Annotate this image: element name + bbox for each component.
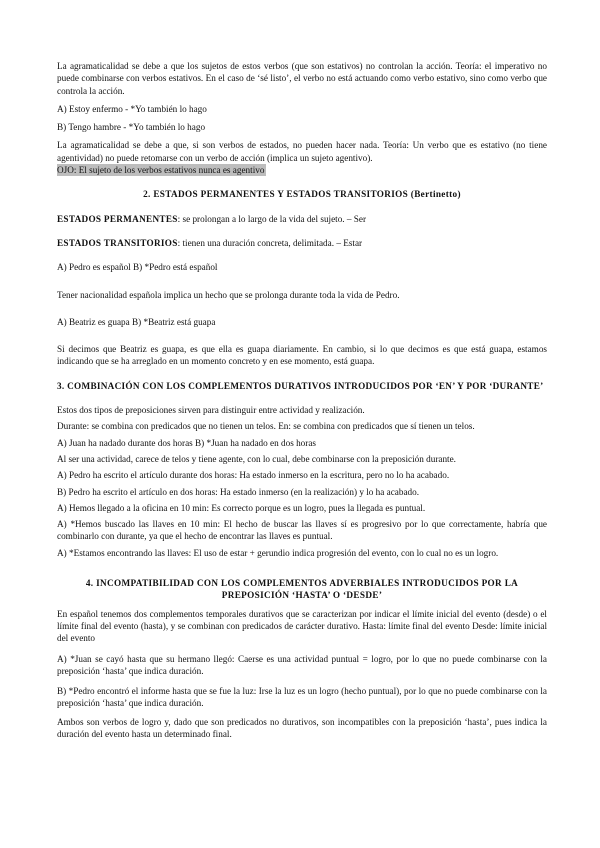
example-line: A) *Hemos buscado las llaves en 10 min: El hecho de buscar las llaves sí es progresivo por lo que correctamente, habría que combinarlo con durante, ya que el hecho de encontrar las llaves es puntual. (57, 519, 547, 542)
example-line: A) *Estamos encontrando las llaves: El uso de estar + gerundio indica progresión del evento, con lo cual no es un logro. (57, 547, 499, 558)
example-line: B) Tengo hambre - *Yo también lo hago (57, 122, 206, 133)
note-highlight: OJO: El sujeto de los verbos estativos nunca es agentivo (57, 165, 265, 176)
example-line: A) Beatriz es guapa B) *Beatriz está guapa (57, 316, 216, 327)
paragraph: Estos dos tipos de preposiciones sirven para distinguir entre actividad y realización. (57, 405, 365, 416)
paragraph: Ambos son verbos de logro y, dado que son predicados no durativos, son incompatibles con la preposición ‘hasta’, pues indica la duración del evento hasta un determinado final. (57, 716, 547, 739)
paragraph: En español tenemos dos complementos temporales durativos que se caracterizan por indicar el límite inicial del evento (desde) o el límite final del evento (hasta), y se combinan con predicados de carácter durativo. Hasta: límite final del evento Desde: límite inicial del evento (57, 608, 547, 644)
example-line: A) *Juan se cayó hasta que su hermano llegó: Caerse es una actividad puntual = logro, por lo que no puede combinarse con la preposición ‘hasta’ que indica duración. (57, 653, 547, 676)
example-line: A) Juan ha nadado durante dos horas B) *Juan ha nadado en dos horas (57, 437, 316, 448)
example-line: B) Pedro ha escrito el artículo en dos horas: Ha estado inmerso (en la realización) y lo ha acabado. (57, 486, 420, 497)
example-line: A) Estoy enfermo - *Yo también lo hago (57, 103, 207, 114)
term-definition: : tienen una duración concreta, delimitada. – Estar (177, 237, 363, 248)
term-definition: : se prolongan a lo largo de la vida del sujeto. – Ser (177, 213, 367, 224)
section-heading: 4. INCOMPATIBILIDAD CON LOS COMPLEMENTOS ADVERBIALES INTRODUCIDOS POR LA PREPOSICIÓN ‘HASTA’ O ‘DESDE’ (85, 578, 519, 601)
paragraph: Al ser una actividad, carece de telos y tiene agente, con lo cual, debe combinarse con la preposición durante. (57, 453, 456, 464)
definition-permanentes (57, 213, 547, 225)
document-body (57, 60, 547, 740)
paragraph: Durante: se combina con predicados que no tienen un telos. En: se combina con predicados que sí tienen un telos. (57, 421, 475, 432)
term-label: ESTADOS PERMANENTES (57, 213, 178, 224)
paragraph: La agramaticalidad se debe a que los sujetos de estos verbos (que son estativos) no controlan la acción. Teoría: el imperativo no puede combinarse con verbos estativos. En el caso de ‘sé listo’, el verbo no está actuando como verbo estativo, sino como verbo que controla la acción. (57, 61, 547, 96)
example-line: B) *Pedro encontró el informe hasta que se fue la luz: Irse la luz es un logro (hecho puntual), por lo que no puede combinarse con la preposición ‘hasta’ que indica duración. (57, 686, 547, 709)
section-heading: 2. ESTADOS PERMANENTES Y ESTADOS TRANSITORIOS (Bertinetto) (143, 189, 461, 200)
paragraph: Si decimos que Beatriz es guapa, es que ella es guapa diariamente. En cambio, si lo que decimos es que está guapa, estamos indicando que se ha arreglado en un momento concreto y en ese momento, está guapa. (57, 344, 547, 367)
section-heading: 3. COMBINACIÓN CON LOS COMPLEMENTOS DURATIVOS INTRODUCIDOS POR ‘EN’ Y POR ‘DURANTE’ (57, 380, 544, 391)
paragraph: Tener nacionalidad española implica un hecho que se prolonga durante toda la vida de Pedro. (57, 289, 400, 300)
paragraph: La agramaticalidad se debe a que, si son verbos de estados, no pueden hacer nada. Teoría: Un verbo que es estativo (no tiene agentividad) no puede retomarse con un verbo de acción (implica un sujeto agentivo). (57, 140, 547, 163)
highlighted-note (57, 164, 547, 176)
example-line: A) Pedro es español B) *Pedro está español (57, 262, 218, 273)
example-line: A) Pedro ha escrito el artículo durante dos horas: Ha estado inmerso en la escritura, pero no lo ha acabado. (57, 470, 450, 481)
term-label: ESTADOS TRANSITORIOS (57, 237, 178, 248)
definition-transitorios (57, 237, 547, 249)
example-line: A) Hemos llegado a la oficina en 10 min: Es correcto porque es un logro, pues la llegada es puntual. (57, 502, 426, 513)
